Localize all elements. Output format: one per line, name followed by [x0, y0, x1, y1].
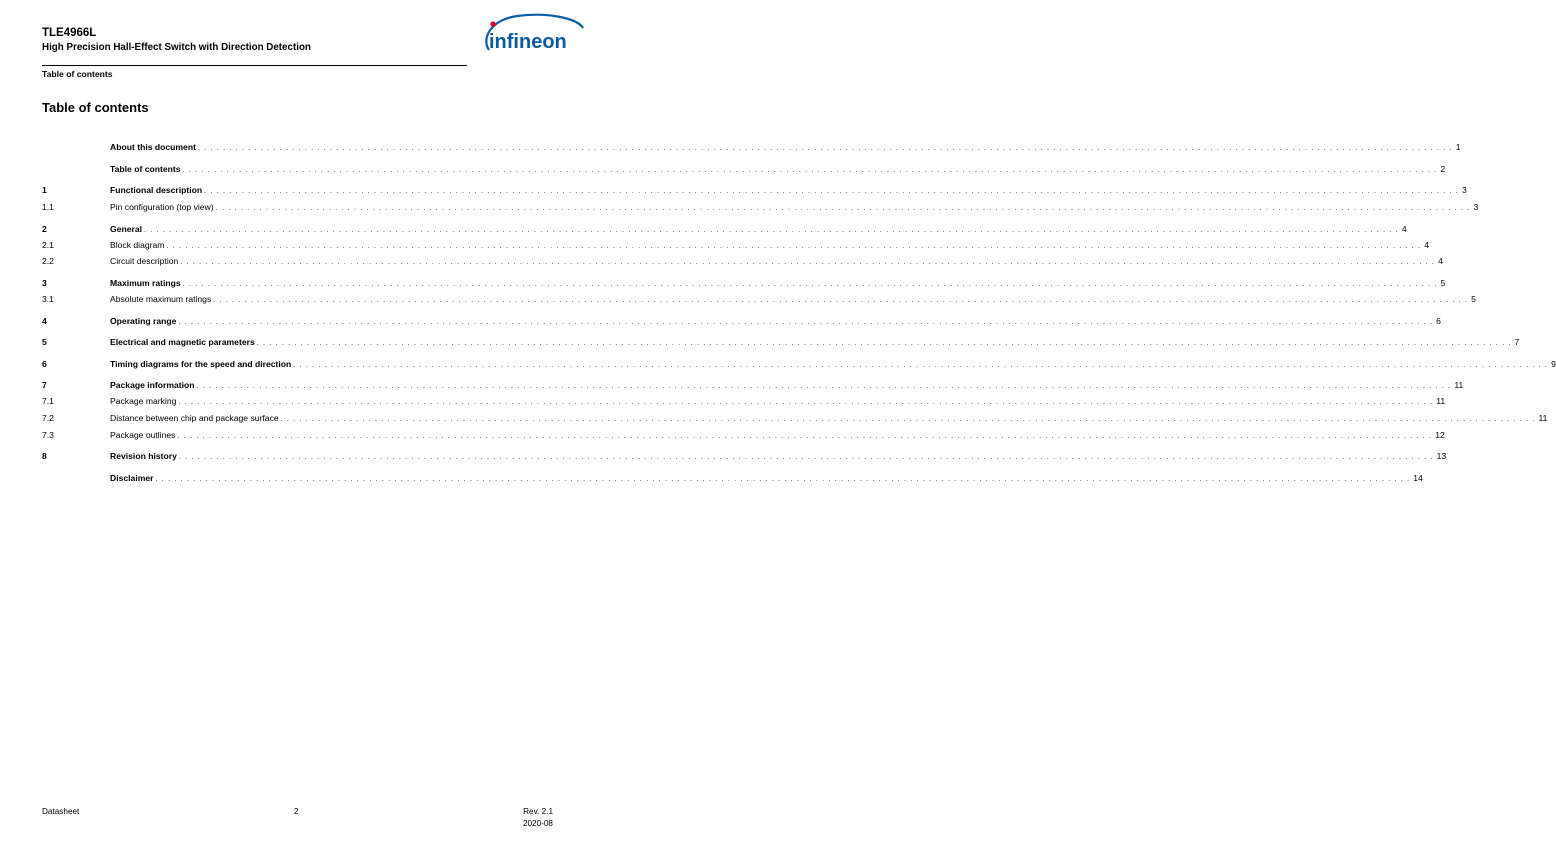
- toc-entry-number: 7.2: [42, 413, 54, 423]
- toc-entry-page: 3: [1473, 202, 1479, 212]
- toc-leader-dots: . . . . . . . . . . . . . . . . . . . . . . . . . . . . . . . . . . . . . . . . . . . . . . . . . . . . . . . . . . . . . . . . . . . . . . . . . . . . . . . . . . . . . . . . . . . . . . . . . . . . . . . . . . . . . . . . . . . . . . . . . . . . . . . . . . . . . . . . . . . . . . . . . . . . . . . . . . . . . . . . . . . . . . . . . . . . . . . . . . . . . . . . . . . . . . . . . . . . . . . .: [293, 362, 1549, 369]
- toc-entry-number: 5: [42, 337, 47, 347]
- toc-entry-page: 5: [1440, 278, 1446, 288]
- toc-entry-label: General: [110, 224, 143, 234]
- toc-entry-page: 4: [1438, 256, 1443, 266]
- toc-entry-number: 2: [42, 224, 47, 234]
- toc-entry-number: 2.1: [42, 240, 54, 250]
- toc-leader-dots: . . . . . . . . . . . . . . . . . . . . . . . . . . . . . . . . . . . . . . . . . . . . . . . . . . . . . . . . . . . . . . . . . . . . . . . . . . . . . . . . . . . . . . . . . . . . . . . . . . . . . . . . . . . . . . . . . . . . . . . . . . . . . . . . . . . . . . . . . . . . . . . . . . . . . . . . . . . . . . . . . . . . . . . . . . . . . . . . . . . . . . . . . . . . . . . . . . . . . . . .: [178, 319, 1434, 326]
- toc-entry-label: Pin configuration (top view): [110, 202, 214, 212]
- toc-entry-number: 1.1: [42, 202, 54, 212]
- toc-leader-dots: . . . . . . . . . . . . . . . . . . . . . . . . . . . . . . . . . . . . . . . . . . . . . . . . . . . . . . . . . . . . . . . . . . . . . . . . . . . . . . . . . . . . . . . . . . . . . . . . . . . . . . . . . . . . . . . . . . . . . . . . . . . . . . . . . . . . . . . . . . . . . . . . . . . . . . . . . . . . . . . . . . . . . . . . . . . . . . . . . . . . . . . . . . . . . . . . . . . . . . . .: [256, 340, 1512, 347]
- toc-entry-number: 6: [42, 359, 47, 369]
- toc-entry-page: 2: [1440, 164, 1446, 174]
- toc-entry[interactable]: [42, 413, 1548, 424]
- toc-entry-label: Functional description: [110, 185, 203, 195]
- toc-entry-number: 7: [42, 380, 47, 390]
- toc-entry-label: Distance between chip and package surface: [110, 413, 279, 423]
- toc-entry[interactable]: [42, 396, 1446, 407]
- infineon-logo-graphic: [477, 10, 587, 62]
- toc-entry[interactable]: [42, 164, 1446, 175]
- toc-entry-label: Disclaimer: [110, 473, 154, 483]
- toc-leader-dots: . . . . . . . . . . . . . . . . . . . . . . . . . . . . . . . . . . . . . . . . . . . . . . . . . . . . . . . . . . . . . . . . . . . . . . . . . . . . . . . . . . . . . . . . . . . . . . . . . . . . . . . . . . . . . . . . . . . . . . . . . . . . . . . . . . . . . . . . . . . . . . . . . . . . . . . . . . . . . . . . . . . . . . . . . . . . . . . . . . . . . . . . . . . . . . . . . . . . . . . .: [204, 188, 1459, 195]
- toc-entry-page: 7: [1514, 337, 1520, 347]
- toc-entry[interactable]: [42, 278, 1446, 289]
- toc-entry[interactable]: [42, 316, 1441, 327]
- footer-page-number: 2: [294, 807, 299, 816]
- toc-entry-page: 11: [1538, 413, 1548, 423]
- toc-entry[interactable]: [42, 473, 1423, 484]
- toc-leader-dots: . . . . . . . . . . . . . . . . . . . . . . . . . . . . . . . . . . . . . . . . . . . . . . . . . . . . . . . . . . . . . . . . . . . . . . . . . . . . . . . . . . . . . . . . . . . . . . . . . . . . . . . . . . . . . . . . . . . . . . . . . . . . . . . . . . . . . . . . . . . . . . . . . . . . . . . . . . . . . . . . . . . . . . . . . . . . . . . . . . . . . . . . . . . . . . . . . . . . . . . .: [196, 383, 1452, 390]
- toc-entry-label: Package outlines: [110, 430, 176, 440]
- toc-entry-number: 2.2: [42, 256, 54, 266]
- toc-entry-number: 1: [42, 185, 47, 195]
- toc-entry-number: 8: [42, 451, 47, 461]
- toc-entry-label: Electrical and magnetic parameters: [110, 337, 255, 347]
- toc-entry[interactable]: [42, 240, 1430, 251]
- logo-text: infineon: [489, 31, 567, 53]
- toc-entry-label: Maximum ratings: [110, 278, 181, 288]
- toc-entry-page: 4: [1424, 240, 1430, 250]
- logo-dot: [490, 21, 495, 26]
- toc-entry-page: 12: [1435, 430, 1445, 440]
- toc-leader-dots: . . . . . . . . . . . . . . . . . . . . . . . . . . . . . . . . . . . . . . . . . . . . . . . . . . . . . . . . . . . . . . . . . . . . . . . . . . . . . . . . . . . . . . . . . . . . . . . . . . . . . . . . . . . . . . . . . . . . . . . . . . . . . . . . . . . . . . . . . . . . . . . . . . . . . . . . . . . . . . . . . . . . . . . . . . . . . . . . . . . . . . . . . . . . . . . . . . . . . . . .: [182, 167, 1438, 174]
- toc-entry-page: 14: [1413, 473, 1423, 483]
- toc-entry[interactable]: [42, 294, 1476, 305]
- toc-entry-number: 4: [42, 316, 47, 326]
- toc-leader-dots: . . . . . . . . . . . . . . . . . . . . . . . . . . . . . . . . . . . . . . . . . . . . . . . . . . . . . . . . . . . . . . . . . . . . . . . . . . . . . . . . . . . . . . . . . . . . . . . . . . . . . . . . . . . . . . . . . . . . . . . . . . . . . . . . . . . . . . . . . . . . . . . . . . . . . . . . . . . . . . . . . . . . . . . . . . . . . . . . . . . . . . . . . . . . . . . . . . . . . . . .: [178, 399, 1434, 406]
- toc-leader-dots: . . . . . . . . . . . . . . . . . . . . . . . . . . . . . . . . . . . . . . . . . . . . . . . . . . . . . . . . . . . . . . . . . . . . . . . . . . . . . . . . . . . . . . . . . . . . . . . . . . . . . . . . . . . . . . . . . . . . . . . . . . . . . . . . . . . . . . . . . . . . . . . . . . . . . . . . . . . . . . . . . . . . . . . . . . . . . . . . . . . . . . . . . . . . . . . . . . . . . . . .: [144, 227, 1399, 234]
- footer-revision: Rev. 2.1: [523, 807, 553, 816]
- toc-entry-label: Operating range: [110, 316, 177, 326]
- toc-leader-dots: . . . . . . . . . . . . . . . . . . . . . . . . . . . . . . . . . . . . . . . . . . . . . . . . . . . . . . . . . . . . . . . . . . . . . . . . . . . . . . . . . . . . . . . . . . . . . . . . . . . . . . . . . . . . . . . . . . . . . . . . . . . . . . . . . . . . . . . . . . . . . . . . . . . . . . . . . . . . . . . . . . . . . . . . . . . . . . . . . . . . . . . . . . . . . . . . . . . . . . . .: [182, 281, 1438, 288]
- toc-entry-number: 7.1: [42, 396, 54, 406]
- header-rule: [42, 65, 467, 66]
- toc-entry-page: 9: [1551, 359, 1556, 369]
- toc-entry[interactable]: [42, 451, 1447, 462]
- infineon-logo: [477, 10, 587, 62]
- toc-entry[interactable]: [42, 202, 1479, 213]
- toc-entry-page: 5: [1471, 294, 1476, 304]
- toc-entry-page: 13: [1436, 451, 1447, 461]
- header-product: TLE4966L: [42, 27, 97, 39]
- toc-entry[interactable]: [42, 359, 1556, 370]
- header-section: Table of contents: [42, 69, 113, 79]
- toc-entry[interactable]: [42, 142, 1461, 153]
- toc-entry[interactable]: [42, 337, 1520, 348]
- toc-entry-label: Table of contents: [110, 164, 181, 174]
- toc-entry[interactable]: [42, 185, 1467, 196]
- toc-entry-label: Timing diagrams for the speed and direction: [110, 359, 292, 369]
- toc-entry[interactable]: [42, 224, 1407, 235]
- toc-entry[interactable]: [42, 430, 1445, 441]
- toc-heading: Table of contents: [42, 100, 149, 115]
- toc-leader-dots: . . . . . . . . . . . . . . . . . . . . . . . . . . . . . . . . . . . . . . . . . . . . . . . . . . . . . . . . . . . . . . . . . . . . . . . . . . . . . . . . . . . . . . . . . . . . . . . . . . . . . . . . . . . . . . . . . . . . . . . . . . . . . . . . . . . . . . . . . . . . . . . . . . . . . . . . . . . . . . . . . . . . . . . . . . . . . . . . . . . . . . . . . . . . . . . . . . . . . . . .: [280, 416, 1536, 423]
- toc-leader-dots: . . . . . . . . . . . . . . . . . . . . . . . . . . . . . . . . . . . . . . . . . . . . . . . . . . . . . . . . . . . . . . . . . . . . . . . . . . . . . . . . . . . . . . . . . . . . . . . . . . . . . . . . . . . . . . . . . . . . . . . . . . . . . . . . . . . . . . . . . . . . . . . . . . . . . . . . . . . . . . . . . . . . . . . . . . . . . . . . . . . . . . . . . . . . . . . . . . . . . . . .: [155, 476, 1411, 483]
- toc-entry-label: About this document: [110, 142, 196, 152]
- toc-entry-page: 4: [1401, 224, 1407, 234]
- toc-entry-label: Circuit description: [110, 256, 179, 266]
- toc-leader-dots: . . . . . . . . . . . . . . . . . . . . . . . . . . . . . . . . . . . . . . . . . . . . . . . . . . . . . . . . . . . . . . . . . . . . . . . . . . . . . . . . . . . . . . . . . . . . . . . . . . . . . . . . . . . . . . . . . . . . . . . . . . . . . . . . . . . . . . . . . . . . . . . . . . . . . . . . . . . . . . . . . . . . . . . . . . . . . . . . . . . . . . . . . . . . . . . . . . . . . . . .: [178, 454, 1434, 461]
- toc-entry-number: 3: [42, 278, 47, 288]
- footer-doc-type: Datasheet: [42, 807, 80, 816]
- toc-entry-page: 3: [1461, 185, 1467, 195]
- toc-leader-dots: . . . . . . . . . . . . . . . . . . . . . . . . . . . . . . . . . . . . . . . . . . . . . . . . . . . . . . . . . . . . . . . . . . . . . . . . . . . . . . . . . . . . . . . . . . . . . . . . . . . . . . . . . . . . . . . . . . . . . . . . . . . . . . . . . . . . . . . . . . . . . . . . . . . . . . . . . . . . . . . . . . . . . . . . . . . . . . . . . . . . . . . . . . . . . . . . . . . . . . . .: [180, 259, 1436, 266]
- toc-leader-dots: . . . . . . . . . . . . . . . . . . . . . . . . . . . . . . . . . . . . . . . . . . . . . . . . . . . . . . . . . . . . . . . . . . . . . . . . . . . . . . . . . . . . . . . . . . . . . . . . . . . . . . . . . . . . . . . . . . . . . . . . . . . . . . . . . . . . . . . . . . . . . . . . . . . . . . . . . . . . . . . . . . . . . . . . . . . . . . . . . . . . . . . . . . . . . . . . . . . . . . . .: [215, 205, 1471, 212]
- toc-entry-number: 3.1: [42, 294, 54, 304]
- toc-entry-label: Package marking: [110, 396, 177, 406]
- toc-leader-dots: . . . . . . . . . . . . . . . . . . . . . . . . . . . . . . . . . . . . . . . . . . . . . . . . . . . . . . . . . . . . . . . . . . . . . . . . . . . . . . . . . . . . . . . . . . . . . . . . . . . . . . . . . . . . . . . . . . . . . . . . . . . . . . . . . . . . . . . . . . . . . . . . . . . . . . . . . . . . . . . . . . . . . . . . . . . . . . . . . . . . . . . . . . . . . . . . . . . . . . . .: [166, 243, 1422, 250]
- footer-date: 2020-08: [522, 819, 553, 828]
- toc-entry[interactable]: [42, 256, 1443, 267]
- toc-entry-page: 1: [1455, 142, 1461, 152]
- toc-leader-dots: . . . . . . . . . . . . . . . . . . . . . . . . . . . . . . . . . . . . . . . . . . . . . . . . . . . . . . . . . . . . . . . . . . . . . . . . . . . . . . . . . . . . . . . . . . . . . . . . . . . . . . . . . . . . . . . . . . . . . . . . . . . . . . . . . . . . . . . . . . . . . . . . . . . . . . . . . . . . . . . . . . . . . . . . . . . . . . . . . . . . . . . . . . . . . . . . . . . . . . . .: [197, 145, 1453, 152]
- toc-leader-dots: . . . . . . . . . . . . . . . . . . . . . . . . . . . . . . . . . . . . . . . . . . . . . . . . . . . . . . . . . . . . . . . . . . . . . . . . . . . . . . . . . . . . . . . . . . . . . . . . . . . . . . . . . . . . . . . . . . . . . . . . . . . . . . . . . . . . . . . . . . . . . . . . . . . . . . . . . . . . . . . . . . . . . . . . . . . . . . . . . . . . . . . . . . . . . . . . . . . . . . . .: [177, 433, 1433, 440]
- toc-entry-label: Package information: [110, 380, 195, 390]
- toc-leader-dots: . . . . . . . . . . . . . . . . . . . . . . . . . . . . . . . . . . . . . . . . . . . . . . . . . . . . . . . . . . . . . . . . . . . . . . . . . . . . . . . . . . . . . . . . . . . . . . . . . . . . . . . . . . . . . . . . . . . . . . . . . . . . . . . . . . . . . . . . . . . . . . . . . . . . . . . . . . . . . . . . . . . . . . . . . . . . . . . . . . . . . . . . . . . . . . . . . . . . . . . .: [213, 297, 1469, 304]
- toc-entry-label: Revision history: [110, 451, 177, 461]
- toc-entry-page: 11: [1436, 396, 1446, 406]
- toc-entry-label: Absolute maximum ratings: [110, 294, 212, 304]
- toc-entry-page: 11: [1454, 380, 1464, 390]
- toc-entry-label: Block diagram: [110, 240, 165, 250]
- toc-entry-number: 7.3: [42, 430, 54, 440]
- header-subtitle: High Precision Hall-Effect Switch with Direction Detection: [42, 42, 311, 53]
- toc-entry[interactable]: [42, 380, 1464, 391]
- toc-entry-page: 6: [1436, 316, 1441, 326]
